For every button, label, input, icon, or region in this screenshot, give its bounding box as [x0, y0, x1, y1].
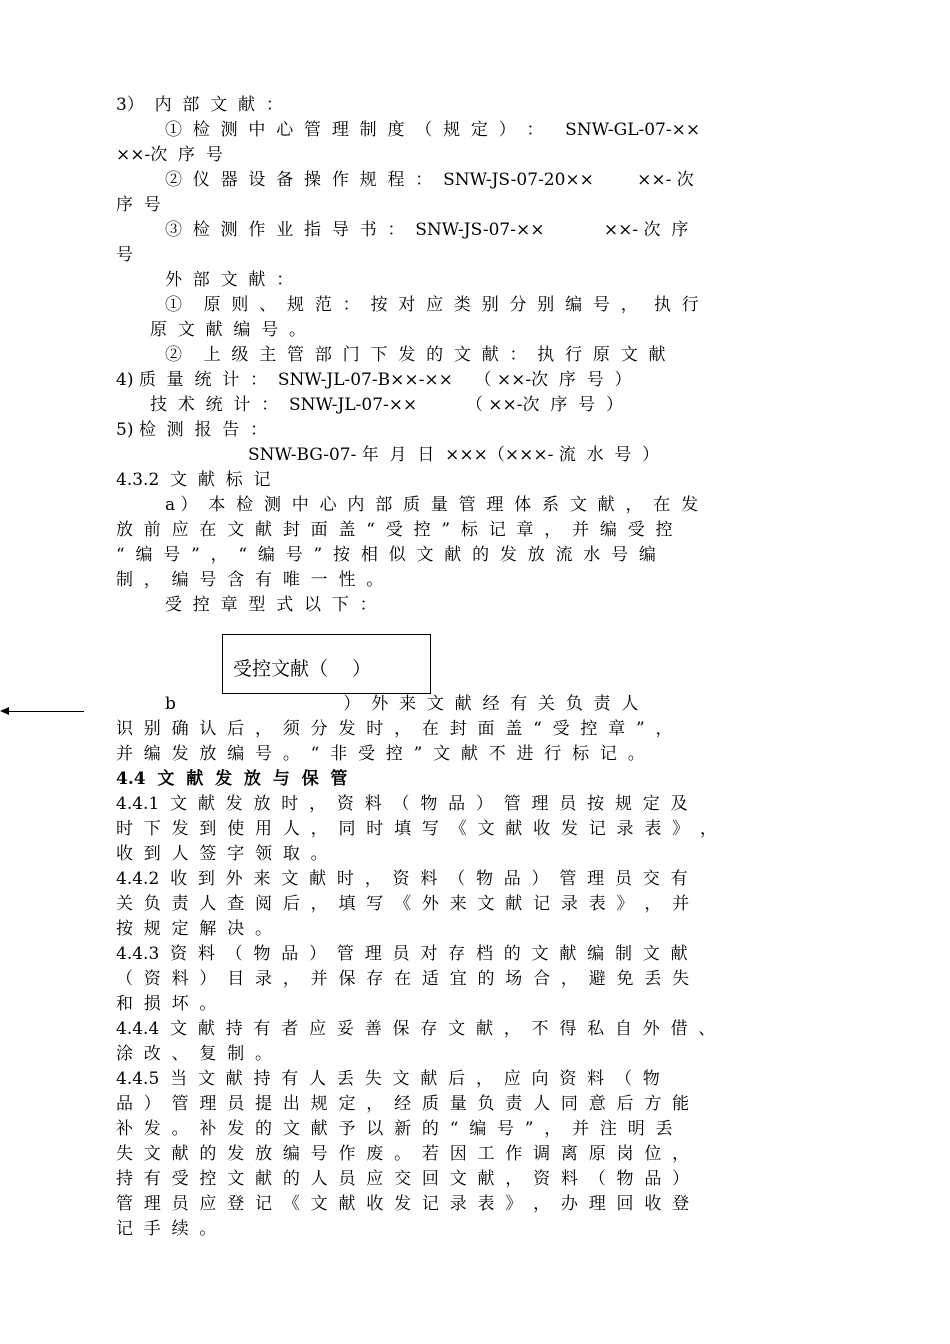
doc-line: 4.4.2 收 到 外 来 文 献 时 ， 资 料 （ 物 品 ） 管 理 员 交 有 — [116, 869, 688, 889]
doc-line: 制 ， 编 号 含 有 唯 一 性 。 — [116, 570, 384, 590]
doc-line: 涂 改 、 复 制 。 — [116, 1044, 273, 1064]
doc-line: 管 理 员 应 登 记 《 文 献 收 发 记 录 表 》 ， 办 理 回 收 登 — [116, 1194, 690, 1214]
doc-line: 并 编 发 放 编 号 。 “ 非 受 控 ” 文 献 不 进 行 标 记 。 — [116, 744, 645, 764]
doc-line: ③ 检 测 作 业 指 导 书 ： SNW-JS-07-×× ××- 次 序 — [165, 220, 689, 240]
doc-line: a ） 本 检 测 中 心 内 部 质 量 管 理 体 系 文 献 ， 在 发 — [165, 495, 699, 515]
doc-line: ② 上 级 主 管 部 门 下 发 的 文 献 ： 执 行 原 文 献 — [165, 345, 666, 365]
doc-line: 受 控 章 型 式 以 下 ： — [165, 595, 377, 615]
doc-line: 5) 检 测 报 告 ： — [116, 420, 268, 440]
section-heading-4-4: 4.4 文 献 发 放 与 保 管 — [116, 769, 348, 789]
doc-line: ② 仪 器 设 备 操 作 规 程 ： SNW-JS-07-20×× ××- 次 — [165, 170, 694, 190]
doc-line: 技 术 统 计 ： SNW-JL-07-×× （ ××-次 序 号 ） — [150, 395, 623, 415]
doc-line: 关 负 责 人 查 阅 后 ， 填 写 《 外 来 文 献 记 录 表 》 ， 并 — [116, 894, 690, 914]
doc-line: 持 有 受 控 文 献 的 人 员 应 交 回 文 献 ， 资 料 （ 物 品 ） — [116, 1169, 690, 1189]
doc-line: 记 手 续 。 — [116, 1219, 217, 1239]
doc-line: 原 文 献 编 号 。 — [150, 320, 307, 340]
controlled-stamp-box — [222, 634, 431, 694]
doc-line: 放 前 应 在 文 献 封 面 盖 “ 受 控 ” 标 记 章 ， 并 编 受 控 — [116, 520, 673, 540]
doc-line: 和 损 坏 。 — [116, 994, 217, 1014]
doc-line: （ 资 料 ） 目 录 ， 并 保 存 在 适 宜 的 场 合 ， 避 免 丢 失 — [116, 969, 690, 989]
doc-line: 4) 质 量 统 计 ： SNW-JL-07-B××-×× （ ××-次 序 号 ） — [116, 370, 632, 390]
doc-line: 时 下 发 到 使 用 人 ， 同 时 填 写 《 文 献 收 发 记 录 表 》 ， — [116, 819, 717, 839]
doc-line: 4.4.1 文 献 发 放 时 ， 资 料 （ 物 品 ） 管 理 员 按 规 定 及 — [116, 794, 688, 814]
left-arrow-icon — [2, 711, 84, 712]
controlled-stamp-label: 受控文献（ ） — [233, 658, 372, 680]
section-3-internal-docs: 3） 内 部 文 献 ： — [116, 95, 283, 115]
doc-line: 4.4.3 资 料 （ 物 品 ） 管 理 员 对 存 档 的 文 献 编 制 文 献 — [116, 944, 688, 964]
doc-line: ××-次 序 号 — [116, 145, 223, 165]
section-heading-4-3-2: 4.3.2 文 献 标 记 — [116, 470, 271, 490]
doc-line: 号 — [116, 245, 133, 265]
doc-line: SNW-BG-07- 年 月 日 ×××（×××- 流 水 号 ） — [248, 445, 660, 465]
doc-line: “ 编 号 ” ， “ 编 号 ” 按 相 似 文 献 的 发 放 流 水 号 编 — [116, 545, 656, 565]
doc-line: 4.4.5 当 文 献 持 有 人 丢 失 文 献 后 ， 应 向 资 料 （ 物 — [116, 1069, 660, 1089]
doc-line: ① 检 测 中 心 管 理 制 度 （ 规 定 ） ： SNW-GL-07-×× — [165, 120, 701, 140]
doc-line: 品 ） 管 理 员 提 出 规 定 ， 经 质 量 负 责 人 同 意 后 方 能 — [116, 1094, 690, 1114]
doc-line: 按 规 定 解 决 。 — [116, 919, 273, 939]
doc-line: 补 发 。 补 发 的 文 献 予 以 新 的 “ 编 号 ” ， 并 注 明 丢 — [116, 1119, 673, 1139]
external-docs-heading: 外 部 文 献 ： — [165, 270, 294, 290]
doc-line: ① 原 则 、 规 范 ： 按 对 应 类 别 分 别 编 号 ， 执 行 — [165, 295, 699, 315]
doc-line: 收 到 人 签 字 领 取 。 — [116, 844, 328, 864]
doc-line: 识 别 确 认 后 ， 须 分 发 时 ， 在 封 面 盖 “ 受 控 章 ” ， — [116, 719, 673, 739]
doc-line: 序 号 — [116, 195, 161, 215]
doc-line: 失 文 献 的 发 放 编 号 作 废 。 若 因 工 作 调 离 原 岗 位 ， — [116, 1144, 690, 1164]
doc-line: 4.4.4 文 献 持 有 者 应 妥 善 保 存 文 献 ， 不 得 私 自 外 借 、 — [116, 1019, 716, 1039]
doc-line: b ） 外 来 文 献 经 有 关 负 责 人 — [165, 694, 639, 714]
